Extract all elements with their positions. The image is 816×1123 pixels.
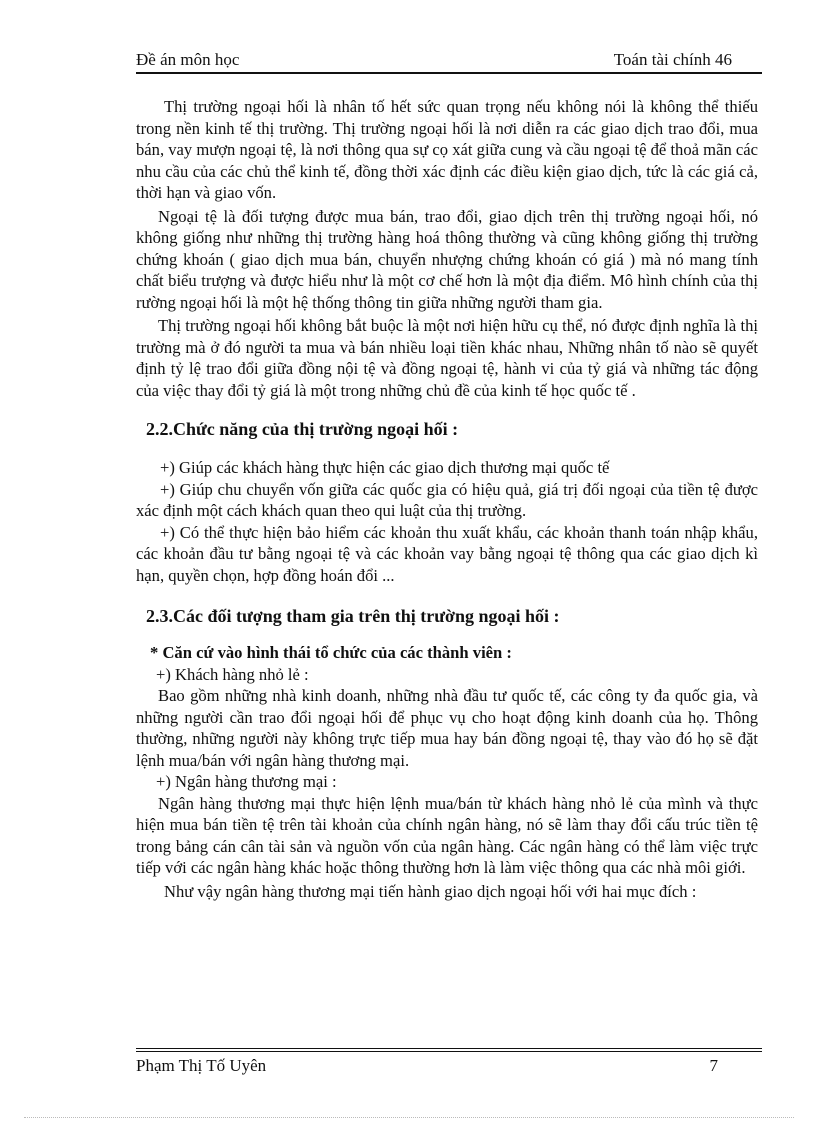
footer-rule-top	[136, 1048, 762, 1049]
commercial-bank-label: +) Ngân hàng thương mại :	[156, 772, 337, 791]
function-item-1: +) Giúp các khách hàng thực hiện các giao dịch thương mại quốc tế	[160, 458, 610, 477]
page-edge-dotted-line	[24, 1117, 794, 1118]
footer-rule-bottom	[136, 1051, 762, 1052]
function-item-3: +) Có thể thực hiện bảo hiểm các khoản thu xuất khẩu, các khoản thanh toán nhập khẩu, các khoản đầu tư bằng ngoại tệ và các khoản vay bằng ngoại tệ thông qua các giao dịch kì hạn, quyền chọn, hợp đồng hoán đổi ...	[136, 522, 758, 585]
intro-paragraph-1: Thị trường ngoại hối là nhân tố hết sức quan trọng nếu không nói là không thể thiếu trong nền kinh tế thị trường. Thị trường ngoại hối là nơi diễn ra các giao dịch trao đổi, mua bán, vay mượn ngoại tệ, là nơi thông qua sự cọ xát giữa cung và cầu ngoại tệ để thoả mãn các nhu cầu của các chủ thể kinh tế, đồng thời xác định các điều kiện giao dịch, tức là các giá cả, thời hạn và giao vốn.	[136, 97, 758, 202]
retail-customer-paragraph: Bao gồm những nhà kinh doanh, những nhà đầu tư quốc tế, các công ty đa quốc gia, và những người cần trao đổi ngoại hối để phục vụ cho hoạt động kinh doanh của họ. Thông thường, những người này không trực tiếp mua hay bán đồng ngoại tệ, thay vào đó họ sẽ đặt lệnh mua/bán với ngân hàng thương mại.	[136, 686, 758, 770]
section-heading-2-3: 2.3.Các đối tượng tham gia trên thị trường ngoại hối :	[146, 606, 560, 626]
footer-page-number: 7	[709, 1056, 718, 1075]
intro-paragraph-3: Thị trường ngoại hối không bắt buộc là một nơi hiện hữu cụ thể, nó được định nghĩa là thị trường mà ở đó người ta mua và bán nhiều loại tiền khác nhau, Những nhân tố nào sẽ quyết định tỷ lệ trao đổi giữa đồng nội tệ và đồng ngoại tệ, hành vi của tỷ giá và những tác động của việc thay đổi tỷ giá là một trong những chủ đề của kinh tế học quốc tế .	[136, 316, 758, 400]
function-item-2: +) Giúp chu chuyển vốn giữa các quốc gia có hiệu quả, giá trị đối ngoại của tiền tệ được xác định một cách khách quan theo qui luật của thị trường.	[136, 479, 758, 520]
header-course-title: Đề án môn học	[136, 50, 240, 69]
classification-criterion: * Căn cứ vào hình thái tổ chức của các thành viên :	[150, 643, 512, 662]
header-rule	[136, 72, 762, 74]
footer-author: Phạm Thị Tố Uyên	[136, 1056, 267, 1075]
section-heading-2-2: 2.2.Chức năng của thị trường ngoại hối :	[146, 419, 459, 439]
page-body	[136, 96, 758, 902]
retail-customer-label: +) Khách hàng nhỏ lẻ :	[156, 664, 309, 684]
commercial-bank-paragraph: Ngân hàng thương mại thực hiện lệnh mua/bán từ khách hàng nhỏ lẻ của mình và thực hiện mua bán tiền tệ trên tài khoản của chính ngân hàng, nó sẽ làm thay đổi cấu trúc tiền tệ trong bảng cán cân tài sản và nguồn vốn của ngân hàng. Các ngân hàng có thể làm việc trực tiếp với các ngân hàng khác hoặc thông thường hơn là làm việc thông qua các nhà môi giới.	[136, 793, 758, 877]
closing-paragraph: Như vậy ngân hàng thương mại tiến hành giao dịch ngoại hối với hai mục đích :	[164, 881, 697, 901]
header-class-name: Toán tài chính 46	[613, 50, 732, 69]
intro-paragraph-2: Ngoại tệ là đối tượng được mua bán, trao đổi, giao dịch trên thị trường ngoại hối, nó không giống như những thị trường hàng hoá thông thường và cũng không giống thị trường chứng khoán ( giao dịch mua bán, chuyển nhượng chứng khoán có giá ) mà nó mang tính chất biểu trượng và được hiểu như là một cơ chế hơn là một địa điểm. Mô hình chính của thị rường ngoại hối là một hệ thống thông tin giữa những người tham gia.	[136, 206, 758, 312]
page-header	[136, 48, 762, 74]
page-footer	[136, 1048, 762, 1078]
